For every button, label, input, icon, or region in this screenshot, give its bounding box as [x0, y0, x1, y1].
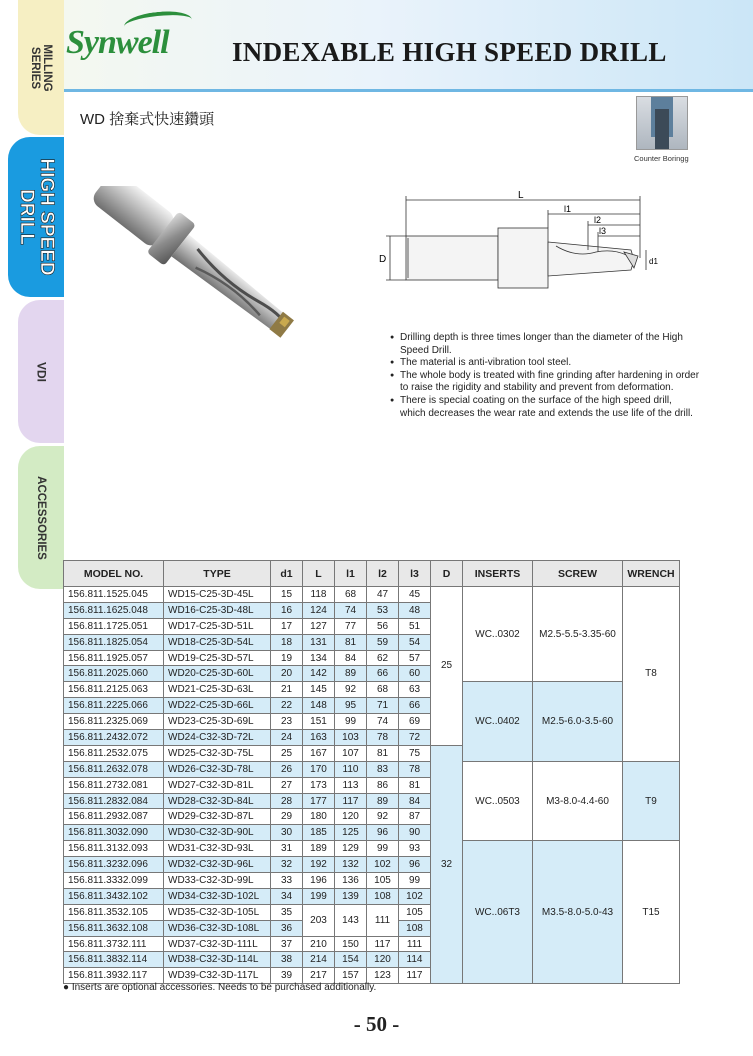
cell-l3: 60: [399, 666, 431, 682]
cell-d1: 34: [271, 888, 303, 904]
cell-l1: 143: [335, 904, 367, 936]
cell-l1: 84: [335, 650, 367, 666]
note-item: ● Drilling depth is three times longer than the diameter of the High Speed Drill.: [390, 332, 700, 357]
cell-l2: 66: [367, 666, 399, 682]
cell-l3: 111: [399, 936, 431, 952]
cell-d1: 26: [271, 761, 303, 777]
cell-d1: 38: [271, 952, 303, 968]
cell-l1: 132: [335, 857, 367, 873]
cell-screw: M2.5-5.5-3.35-60: [533, 587, 623, 682]
cell-model-no: 156.811.3132.093: [64, 841, 164, 857]
cell-L: 189: [303, 841, 335, 857]
cell-l3: 75: [399, 745, 431, 761]
col-wrench: WRENCH: [623, 561, 680, 587]
cell-L: 167: [303, 745, 335, 761]
cell-l1: 125: [335, 825, 367, 841]
tab-vdi-label: VDI: [34, 361, 49, 382]
cell-L: 214: [303, 952, 335, 968]
cell-d1: 16: [271, 602, 303, 618]
cell-wrench: T9: [623, 761, 680, 840]
cell-d1: 19: [271, 650, 303, 666]
note-item: ● There is special coating on the surface of the high speed drill, which decreases the wear rate and extends the use life of the drill.: [390, 395, 700, 420]
cell-l3: 99: [399, 873, 431, 889]
cell-l2: 89: [367, 793, 399, 809]
cell-l1: 110: [335, 761, 367, 777]
cell-type: WD33-C32-3D-99L: [164, 873, 271, 889]
cell-l3: 72: [399, 730, 431, 746]
tab-high-speed-drill[interactable]: [8, 137, 64, 297]
cell-type: WD23-C25-3D-69L: [164, 714, 271, 730]
cell-l2: 117: [367, 936, 399, 952]
cell-d1: 31: [271, 841, 303, 857]
cell-model-no: 156.811.2432.072: [64, 730, 164, 746]
cell-type: WD16-C25-3D-48L: [164, 602, 271, 618]
cell-type: WD17-C25-3D-51L: [164, 618, 271, 634]
cell-l2: 105: [367, 873, 399, 889]
cell-l2: 68: [367, 682, 399, 698]
feature-notes: [390, 332, 700, 420]
cell-L: 210: [303, 936, 335, 952]
cell-l1: 107: [335, 745, 367, 761]
cell-type: WD32-C32-3D-96L: [164, 857, 271, 873]
cell-d1: 29: [271, 809, 303, 825]
cell-l1: 113: [335, 777, 367, 793]
note-item: ● The whole body is treated with fine grinding after hardening in order to raise the rigidity and stability and prevent from deformation.: [390, 370, 700, 395]
cell-model-no: 156.811.3832.114: [64, 952, 164, 968]
cell-l2: 102: [367, 857, 399, 873]
cell-l2: 81: [367, 745, 399, 761]
cell-L: 151: [303, 714, 335, 730]
cell-d1: 36: [271, 920, 303, 936]
page-title: INDEXABLE HIGH SPEED DRILL: [232, 37, 667, 67]
table-header-row: [64, 561, 680, 587]
table-row: [64, 682, 680, 698]
cell-l3: 57: [399, 650, 431, 666]
cell-l2: 56: [367, 618, 399, 634]
tab-accessories-label: ACCESSORIES: [35, 475, 48, 560]
cell-type: WD19-C25-3D-57L: [164, 650, 271, 666]
cell-l3: 45: [399, 587, 431, 603]
cell-l1: 99: [335, 714, 367, 730]
cell-l1: 136: [335, 873, 367, 889]
cell-l1: 89: [335, 666, 367, 682]
cell-d1: 24: [271, 730, 303, 746]
col-D: D: [431, 561, 463, 587]
cell-type: WD18-C25-3D-54L: [164, 634, 271, 650]
cell-d1: 22: [271, 698, 303, 714]
cell-inserts: WC..0503: [463, 761, 533, 840]
cell-l3: 93: [399, 841, 431, 857]
label-d1: d1: [649, 257, 658, 266]
cell-L: 203: [303, 904, 335, 936]
cell-wrench: T8: [623, 587, 680, 762]
cell-l3: 78: [399, 761, 431, 777]
cell-L: 142: [303, 666, 335, 682]
cell-type: WD30-C32-3D-90L: [164, 825, 271, 841]
cell-model-no: 156.811.2025.060: [64, 666, 164, 682]
cell-L: 173: [303, 777, 335, 793]
cell-l2: 53: [367, 602, 399, 618]
cell-l2: 83: [367, 761, 399, 777]
cell-l1: 68: [335, 587, 367, 603]
cell-d1: 18: [271, 634, 303, 650]
cell-L: 192: [303, 857, 335, 873]
cell-L: 118: [303, 587, 335, 603]
cell-l2: 59: [367, 634, 399, 650]
cell-l1: 103: [335, 730, 367, 746]
cell-inserts: WC..0302: [463, 587, 533, 682]
cell-type: WD15-C25-3D-45L: [164, 587, 271, 603]
cell-model-no: 156.811.1525.045: [64, 587, 164, 603]
cell-l1: 117: [335, 793, 367, 809]
subtitle: WD 捨棄式快速鑽頭: [80, 111, 215, 128]
page-number: - 50 -: [353, 1012, 400, 1036]
label-l1: l1: [564, 204, 572, 214]
brand-logo: Synwell: [66, 24, 169, 61]
cell-model-no: 156.811.2832.084: [64, 793, 164, 809]
cell-l3: 63: [399, 682, 431, 698]
cell-model-no: 156.811.3532.105: [64, 904, 164, 920]
cell-d1: 28: [271, 793, 303, 809]
cell-model-no: 156.811.3232.096: [64, 857, 164, 873]
cell-L: 131: [303, 634, 335, 650]
cell-type: WD39-C32-3D-117L: [164, 968, 271, 984]
cell-screw: M3-8.0-4.4-60: [533, 761, 623, 840]
cell-model-no: 156.811.3432.102: [64, 888, 164, 904]
col-type: TYPE: [164, 561, 271, 587]
cell-L: 199: [303, 888, 335, 904]
cell-l1: 95: [335, 698, 367, 714]
cell-d1: 17: [271, 618, 303, 634]
cell-l1: 129: [335, 841, 367, 857]
cell-l3: 87: [399, 809, 431, 825]
cell-l3: 66: [399, 698, 431, 714]
cell-l2: 92: [367, 809, 399, 825]
cell-l3: 81: [399, 777, 431, 793]
cell-model-no: 156.811.3632.108: [64, 920, 164, 936]
cell-L: 180: [303, 809, 335, 825]
cell-l3: 54: [399, 634, 431, 650]
cell-l3: 51: [399, 618, 431, 634]
col-L: L: [303, 561, 335, 587]
cell-d1: 32: [271, 857, 303, 873]
tab-vdi[interactable]: [18, 300, 64, 443]
cell-D: 32: [431, 745, 463, 983]
cell-l1: 154: [335, 952, 367, 968]
cell-model-no: 156.811.2732.081: [64, 777, 164, 793]
col-d1: d1: [271, 561, 303, 587]
cell-type: WD35-C32-3D-105L: [164, 904, 271, 920]
cell-type: WD38-C32-3D-114L: [164, 952, 271, 968]
cell-l2: 62: [367, 650, 399, 666]
cell-d1: 27: [271, 777, 303, 793]
cell-l2: 108: [367, 888, 399, 904]
note-item: ● The material is anti-vibration tool steel.: [390, 357, 700, 370]
cell-screw: M3.5-8.0-5.0-43: [533, 841, 623, 984]
cell-l1: 150: [335, 936, 367, 952]
tab-milling-series[interactable]: [18, 0, 64, 135]
cell-type: WD20-C25-3D-60L: [164, 666, 271, 682]
cell-model-no: 156.811.3932.117: [64, 968, 164, 984]
cell-type: WD31-C32-3D-93L: [164, 841, 271, 857]
cell-d1: 21: [271, 682, 303, 698]
cell-l2: 120: [367, 952, 399, 968]
counter-boring-caption: Counter Boringg: [634, 154, 689, 163]
cell-L: 170: [303, 761, 335, 777]
cell-d1: 23: [271, 714, 303, 730]
cell-l2: 47: [367, 587, 399, 603]
cell-L: 124: [303, 602, 335, 618]
cell-model-no: 156.811.2532.075: [64, 745, 164, 761]
cell-l3: 96: [399, 857, 431, 873]
cell-l2: 78: [367, 730, 399, 746]
drill-photo: [82, 186, 342, 386]
cell-l3: 114: [399, 952, 431, 968]
cell-type: WD29-C32-3D-87L: [164, 809, 271, 825]
cell-type: WD34-C32-3D-102L: [164, 888, 271, 904]
cell-l1: 92: [335, 682, 367, 698]
dimension-drawing: [376, 188, 661, 300]
footnote-text: Inserts are optional accessories. Needs to be purchased additionally.: [71, 982, 377, 993]
label-l2: l2: [594, 215, 602, 225]
tab-milling-label: MILLING SERIES: [29, 43, 54, 92]
cell-d1: 30: [271, 825, 303, 841]
label-D: D: [379, 254, 387, 265]
cell-L: 145: [303, 682, 335, 698]
cell-l3: 69: [399, 714, 431, 730]
cell-model-no: 156.811.2325.069: [64, 714, 164, 730]
cell-l1: 139: [335, 888, 367, 904]
cell-model-no: 156.811.3032.090: [64, 825, 164, 841]
tab-accessories[interactable]: [18, 446, 64, 589]
col-model: MODEL NO.: [64, 561, 164, 587]
cell-l3: 48: [399, 602, 431, 618]
cell-model-no: 156.811.2632.078: [64, 761, 164, 777]
cell-wrench: T15: [623, 841, 680, 984]
cell-type: WD24-C32-3D-72L: [164, 730, 271, 746]
cell-l3: 105: [399, 904, 431, 920]
tab-hsd-label: HIGH SPEED DRILL: [16, 158, 57, 276]
cell-l2: 71: [367, 698, 399, 714]
cell-d1: 37: [271, 936, 303, 952]
cell-l2: 123: [367, 968, 399, 984]
cell-l3: 108: [399, 920, 431, 936]
cell-l1: 120: [335, 809, 367, 825]
col-screw: SCREW: [533, 561, 623, 587]
col-l2: l2: [367, 561, 399, 587]
cell-type: WD22-C25-3D-66L: [164, 698, 271, 714]
cell-inserts: WC..06T3: [463, 841, 533, 984]
cell-l1: 81: [335, 634, 367, 650]
cell-l1: 77: [335, 618, 367, 634]
cell-l2: 99: [367, 841, 399, 857]
cell-d1: 25: [271, 745, 303, 761]
cell-type: WD36-C32-3D-108L: [164, 920, 271, 936]
label-L: L: [518, 190, 524, 201]
cell-d1: 15: [271, 587, 303, 603]
cell-type: WD27-C32-3D-81L: [164, 777, 271, 793]
cell-inserts: WC..0402: [463, 682, 533, 761]
cell-l3: 117: [399, 968, 431, 984]
cell-L: 196: [303, 873, 335, 889]
cell-L: 217: [303, 968, 335, 984]
cell-l2: 96: [367, 825, 399, 841]
cell-model-no: 156.811.1725.051: [64, 618, 164, 634]
footnote: ● Inserts are optional accessories. Needs to be purchased additionally.: [63, 982, 377, 993]
cell-model-no: 156.811.1925.057: [64, 650, 164, 666]
cell-l3: 102: [399, 888, 431, 904]
cell-d1: 39: [271, 968, 303, 984]
col-l1: l1: [335, 561, 367, 587]
cell-type: WD37-C32-3D-111L: [164, 936, 271, 952]
cell-l2: 111: [367, 904, 399, 936]
table-row: [64, 761, 680, 777]
cell-model-no: 156.811.1825.054: [64, 634, 164, 650]
cell-d1: 20: [271, 666, 303, 682]
col-inserts: INSERTS: [463, 561, 533, 587]
cell-D: 25: [431, 587, 463, 746]
cell-l2: 86: [367, 777, 399, 793]
cell-type: WD25-C32-3D-75L: [164, 745, 271, 761]
cell-L: 185: [303, 825, 335, 841]
cell-L: 148: [303, 698, 335, 714]
table-row: [64, 841, 680, 857]
cell-L: 134: [303, 650, 335, 666]
col-l3: l3: [399, 561, 431, 587]
cell-l1: 157: [335, 968, 367, 984]
cell-L: 127: [303, 618, 335, 634]
cell-model-no: 156.811.2125.063: [64, 682, 164, 698]
cell-L: 163: [303, 730, 335, 746]
table-row: [64, 587, 680, 603]
cell-d1: 35: [271, 904, 303, 920]
cell-d1: 33: [271, 873, 303, 889]
cell-model-no: 156.811.1625.048: [64, 602, 164, 618]
cell-l3: 84: [399, 793, 431, 809]
cell-type: WD21-C25-3D-63L: [164, 682, 271, 698]
cell-model-no: 156.811.3332.099: [64, 873, 164, 889]
cell-model-no: 156.811.2225.066: [64, 698, 164, 714]
cell-model-no: 156.811.2932.087: [64, 809, 164, 825]
cell-type: WD26-C32-3D-78L: [164, 761, 271, 777]
cell-L: 177: [303, 793, 335, 809]
counter-boring-icon: [636, 96, 688, 150]
cell-l3: 90: [399, 825, 431, 841]
cell-l1: 74: [335, 602, 367, 618]
cell-l2: 74: [367, 714, 399, 730]
label-l3: l3: [599, 226, 607, 236]
cell-type: WD28-C32-3D-84L: [164, 793, 271, 809]
spec-table: [63, 560, 680, 984]
cell-model-no: 156.811.3732.111: [64, 936, 164, 952]
cell-screw: M2.5-6.0-3.5-60: [533, 682, 623, 761]
